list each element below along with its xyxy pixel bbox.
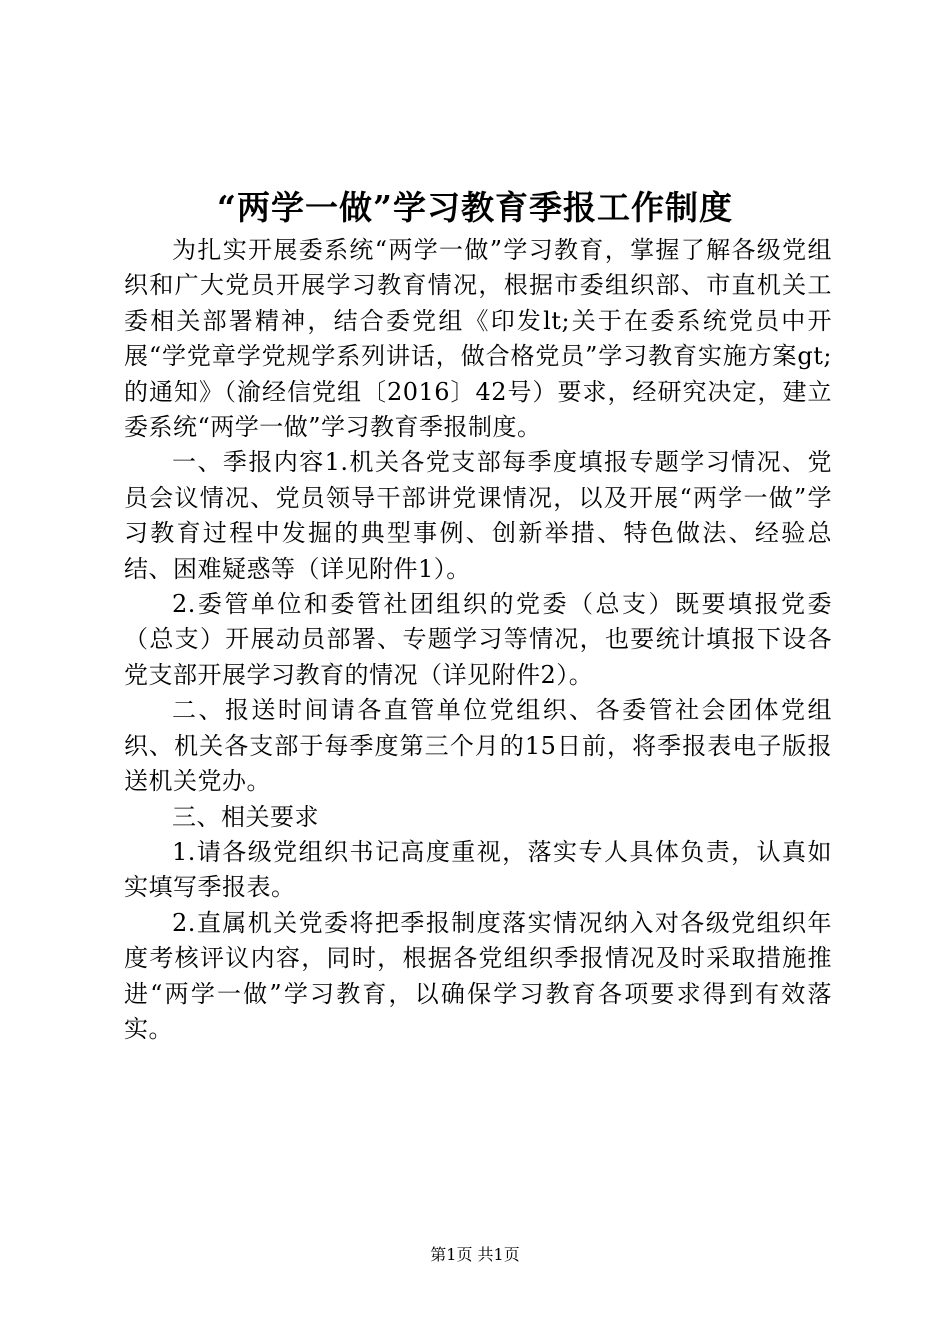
paragraph-section-1: 一、季报内容1.机关各党支部每季度填报专题学习情况、党员会议情况、党员领导干部讲党课情况，以及开展“两学一做”学习教育过程中发掘的典型事例、创新举措、特色做法、经验总结、困难疑惑等（详见附件1）。 [124, 448, 832, 583]
page-footer: 第1页 共1页 [430, 1245, 520, 1264]
paragraph-section-3-item-1: 1.请各级党组织书记高度重视，落实专人具体负责，认真如实填写季报表。 [124, 837, 832, 902]
paragraph-section-3-heading: 三、相关要求 [172, 802, 319, 831]
paragraph-section-1-item-2: 2.委管单位和委管社团组织的党委（总支）既要填报党委（总支）开展动员部署、专题学习等情况，也要统计填报下设各党支部开展学习教育的情况（详见附件2）。 [124, 590, 832, 689]
paragraph-intro: 为扎实开展委系统“两学一做”学习教育，掌握了解各级党组织和广大党员开展学习教育情况，根据市委组织部、市直机关工委相关部署精神，结合委党组《印发lt;关于在委系统党员中开展“学党章学党规学系列讲话，做合格党员”学习教育实施方案gt;的通知》（渝经信党组〔2016〕42号）要求，经研究决定，建立委系统“两学一做”学习教育季报制度。 [124, 236, 832, 442]
document-title: “两学一做”学习教育季报工作制度 [217, 188, 733, 227]
paragraph-section-3-item-2: 2.直属机关党委将把季报制度落实情况纳入对各级党组织年度考核评议内容，同时，根据各党组织季报情况及时采取措施推进“两学一做”学习教育，以确保学习教育各项要求得到有效落实。 [124, 908, 832, 1043]
paragraph-section-2: 二、报送时间请各直管单位党组织、各委管社会团体党组织、机关各支部于每季度第三个月的15日前，将季报表电子版报送机关党办。 [124, 696, 832, 796]
document-body [124, 233, 832, 1047]
